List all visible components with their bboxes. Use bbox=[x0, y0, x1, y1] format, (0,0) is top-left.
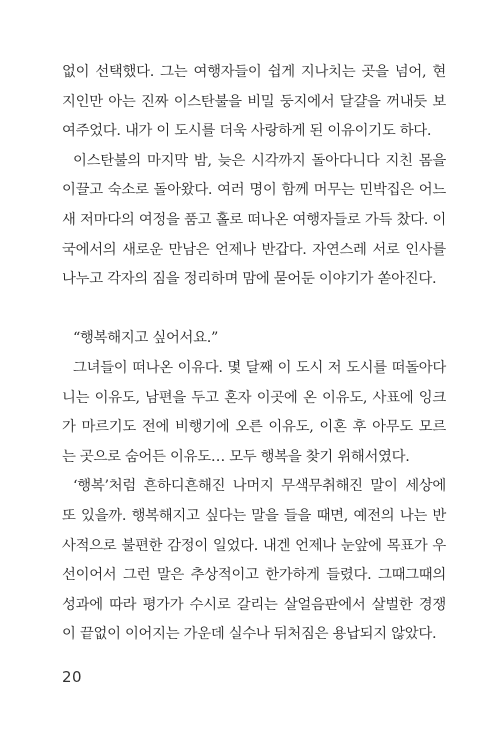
text-line: 사적으로 불편한 감정이 일었다. 내겐 언제나 눈앞에 목표가 우 bbox=[62, 537, 446, 554]
text-line: 이스탄불의 마지막 밤, 늦은 시각까지 돌아다니다 지친 몸을 bbox=[73, 152, 446, 169]
text-line: 그녀들이 떠나온 이유다. 몇 달째 이 도시 저 도시를 떠돌아다 bbox=[73, 359, 446, 376]
page-body bbox=[62, 58, 446, 650]
text-line: 국에서의 새로운 만남은 언제나 반갑다. 자연스레 서로 인사를 bbox=[62, 241, 446, 258]
paragraph-gap bbox=[62, 295, 446, 325]
paragraph bbox=[62, 58, 446, 147]
text-line: 또 있을까. 행복해지고 싶다는 말을 들을 때면, 예전의 나는 반 bbox=[62, 507, 446, 524]
paragraph bbox=[62, 354, 446, 472]
paragraph bbox=[62, 147, 446, 295]
text-line: 없이 선택했다. 그는 여행자들이 쉽게 지나치는 곳을 넘어, 현 bbox=[62, 64, 446, 80]
text-line: 이 끝없이 이어지는 가운데 실수나 뒤처짐은 용납되지 않았다. bbox=[62, 626, 437, 643]
page-number: 20 bbox=[62, 668, 83, 686]
text-line: 지인만 아는 진짜 이스탄불을 비밀 둥지에서 달걀을 꺼내듯 보 bbox=[62, 93, 446, 110]
text-line: 는 곳으로 숨어든 이유도… 모두 행복을 찾기 위해서였다. bbox=[62, 448, 410, 465]
text-line: 새 저마다의 여정을 품고 홀로 떠나온 여행자들로 가득 찼다. 이 bbox=[62, 211, 446, 228]
text-line: 성과에 따라 평가가 수시로 갈리는 살얼음판에서 살벌한 경쟁 bbox=[62, 596, 446, 613]
text-line: 여주었다. 내가 이 도시를 더욱 사랑하게 된 이유이기도 하다. bbox=[62, 123, 432, 140]
text-line: 선이어서 그런 말은 추상적이고 한가하게 들렸다. 그때그때의 bbox=[62, 567, 446, 584]
paragraph bbox=[62, 472, 446, 650]
text-line: 나누고 각자의 짐을 정리하며 맘에 묻어둔 이야기가 쏟아진다. bbox=[62, 271, 437, 288]
text-line: 니는 이유도, 남편을 두고 혼자 이곳에 온 이유도, 사표에 잉크 bbox=[62, 389, 446, 406]
text-line: 가 마르기도 전에 비행기에 오른 이유도, 이혼 후 아무도 모르 bbox=[62, 419, 446, 436]
quote-paragraph bbox=[62, 324, 446, 354]
quote-line: “행복해지고 싶어서요.” bbox=[73, 330, 219, 347]
text-line: ‘행복’처럼 흔하디흔해진 나머지 무색무취해진 말이 세상에 bbox=[73, 478, 446, 495]
text-line: 이끌고 숙소로 돌아왔다. 여러 명이 함께 머무는 민박집은 어느 bbox=[62, 182, 446, 199]
